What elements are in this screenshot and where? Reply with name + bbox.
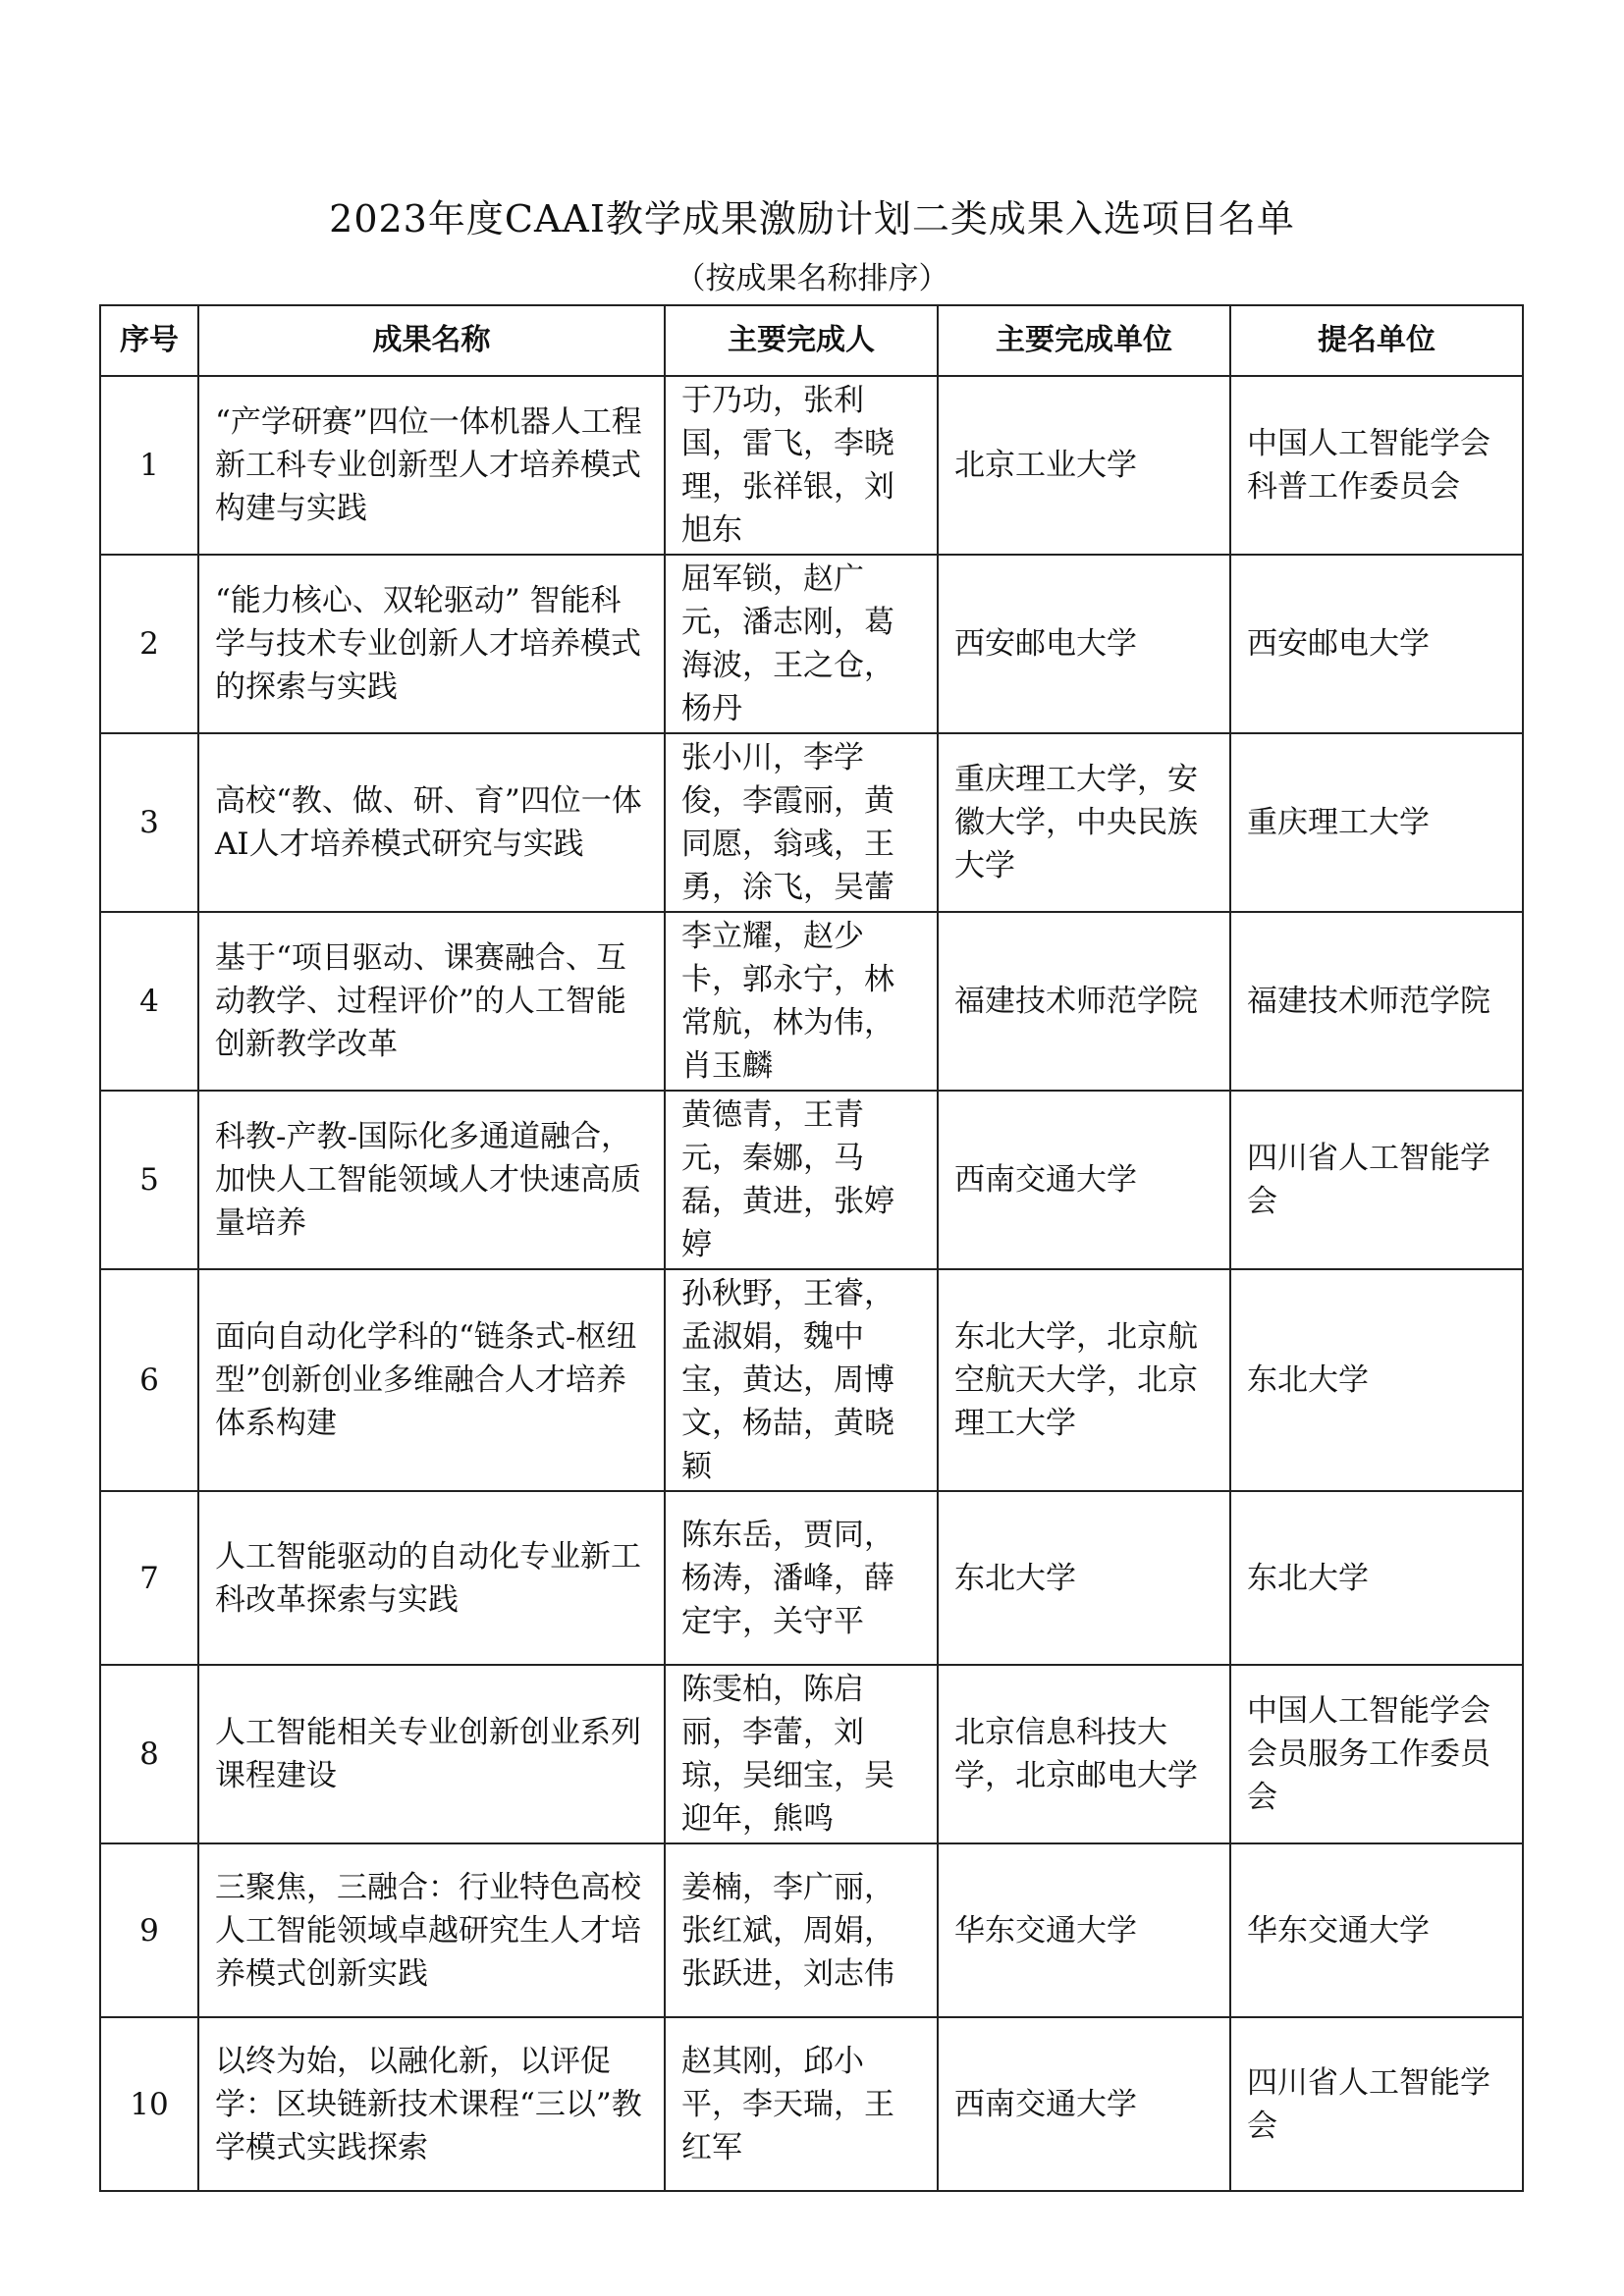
page-title: 2023年度CAAI教学成果激励计划二类成果入选项目名单 xyxy=(329,197,1295,240)
row-nominator: 中国人工智能学会科普工作委员会 xyxy=(1230,376,1523,555)
table-row xyxy=(100,1091,1523,1269)
row-no: 7 xyxy=(100,1491,198,1665)
row-no: 10 xyxy=(100,2017,198,2191)
row-org: 东北大学 xyxy=(938,1491,1230,1665)
row-name: 人工智能相关专业创新创业系列课程建设 xyxy=(198,1665,665,1843)
row-nominator: 西安邮电大学 xyxy=(1230,555,1523,733)
row-org: 东北大学，北京航空航天大学，北京理工大学 xyxy=(938,1269,1230,1491)
row-people: 赵其刚，邱小平，李天瑞，王红军 xyxy=(665,2017,938,2191)
row-no: 3 xyxy=(100,733,198,912)
row-name: 科教-产教-国际化多通道融合，加快人工智能领域人才快速高质量培养 xyxy=(198,1091,665,1269)
header-no: 序号 xyxy=(100,305,198,376)
row-no: 5 xyxy=(100,1091,198,1269)
page-subtitle: （按成果名称排序） xyxy=(675,261,949,296)
row-name: 基于“项目驱动、课赛融合、互动教学、过程评价”的人工智能创新教学改革 xyxy=(198,912,665,1091)
row-people: 孙秋野，王睿，孟淑娟，魏中宝，黄达，周博文，杨喆，黄晓颖 xyxy=(665,1269,938,1491)
row-name: 高校“教、做、研、育”四位一体AI人才培养模式研究与实践 xyxy=(198,733,665,912)
row-org: 北京信息科技大学，北京邮电大学 xyxy=(938,1665,1230,1843)
row-org: 西南交通大学 xyxy=(938,2017,1230,2191)
row-nominator: 东北大学 xyxy=(1230,1269,1523,1491)
row-org: 西安邮电大学 xyxy=(938,555,1230,733)
row-name: “能力核心、双轮驱动” 智能科学与技术专业创新人才培养模式的探索与实践 xyxy=(198,555,665,733)
row-nominator: 四川省人工智能学会 xyxy=(1230,1091,1523,1269)
row-people: 李立耀，赵少卡，郭永宁，林常航，林为伟，肖玉麟 xyxy=(665,912,938,1091)
row-people: 屈军锁，赵广元，潘志刚，葛海波，王之仓，杨丹 xyxy=(665,555,938,733)
row-nominator: 四川省人工智能学会 xyxy=(1230,2017,1523,2191)
row-no: 2 xyxy=(100,555,198,733)
row-people: 姜楠，李广丽，张红斌，周娟，张跃进，刘志伟 xyxy=(665,1843,938,2017)
table-row xyxy=(100,1843,1523,2017)
row-name: 人工智能驱动的自动化专业新工科改革探索与实践 xyxy=(198,1491,665,1665)
row-nominator: 福建技术师范学院 xyxy=(1230,912,1523,1091)
table-row xyxy=(100,1491,1523,1665)
header-org: 主要完成单位 xyxy=(938,305,1230,376)
row-people: 张小川，李学俊，李霞丽，黄同愿，翁彧，王勇，涂飞，吴蕾 xyxy=(665,733,938,912)
table-row xyxy=(100,733,1523,912)
row-nominator: 东北大学 xyxy=(1230,1491,1523,1665)
row-no: 1 xyxy=(100,376,198,555)
header-nominator: 提名单位 xyxy=(1230,305,1523,376)
row-name: 以终为始，以融化新，以评促学：区块链新技术课程“三以”教学模式实践探索 xyxy=(198,2017,665,2191)
row-no: 8 xyxy=(100,1665,198,1843)
row-name: 三聚焦，三融合：行业特色高校人工智能领域卓越研究生人才培养模式创新实践 xyxy=(198,1843,665,2017)
table-row xyxy=(100,2017,1523,2191)
row-org: 福建技术师范学院 xyxy=(938,912,1230,1091)
row-nominator: 重庆理工大学 xyxy=(1230,733,1523,912)
row-people: 陈东岳，贾同，杨涛，潘峰，薛定宇，关守平 xyxy=(665,1491,938,1665)
row-org: 华东交通大学 xyxy=(938,1843,1230,2017)
row-org: 西南交通大学 xyxy=(938,1091,1230,1269)
row-no: 4 xyxy=(100,912,198,1091)
row-people: 黄德青，王青元，秦娜，马磊，黄进，张婷婷 xyxy=(665,1091,938,1269)
table-row xyxy=(100,376,1523,555)
row-people: 陈雯柏，陈启丽，李蕾，刘琼，吴细宝，吴迎年，熊鸣 xyxy=(665,1665,938,1843)
row-nominator: 华东交通大学 xyxy=(1230,1843,1523,2017)
table-row xyxy=(100,555,1523,733)
results-table xyxy=(99,304,1524,2192)
table-row xyxy=(100,1269,1523,1491)
header-name: 成果名称 xyxy=(198,305,665,376)
row-no: 6 xyxy=(100,1269,198,1491)
row-no: 9 xyxy=(100,1843,198,2017)
table-row xyxy=(100,912,1523,1091)
row-name: 面向自动化学科的“链条式-枢纽型”创新创业多维融合人才培养体系构建 xyxy=(198,1269,665,1491)
header-row xyxy=(100,305,1523,376)
header-people: 主要完成人 xyxy=(665,305,938,376)
row-org: 北京工业大学 xyxy=(938,376,1230,555)
row-nominator: 中国人工智能学会会员服务工作委员会 xyxy=(1230,1665,1523,1843)
row-people: 于乃功，张利国，雷飞，李晓理，张祥银，刘旭东 xyxy=(665,376,938,555)
table-row xyxy=(100,1665,1523,1843)
row-name: “产学研赛”四位一体机器人工程新工科专业创新型人才培养模式构建与实践 xyxy=(198,376,665,555)
row-org: 重庆理工大学，安徽大学，中央民族大学 xyxy=(938,733,1230,912)
